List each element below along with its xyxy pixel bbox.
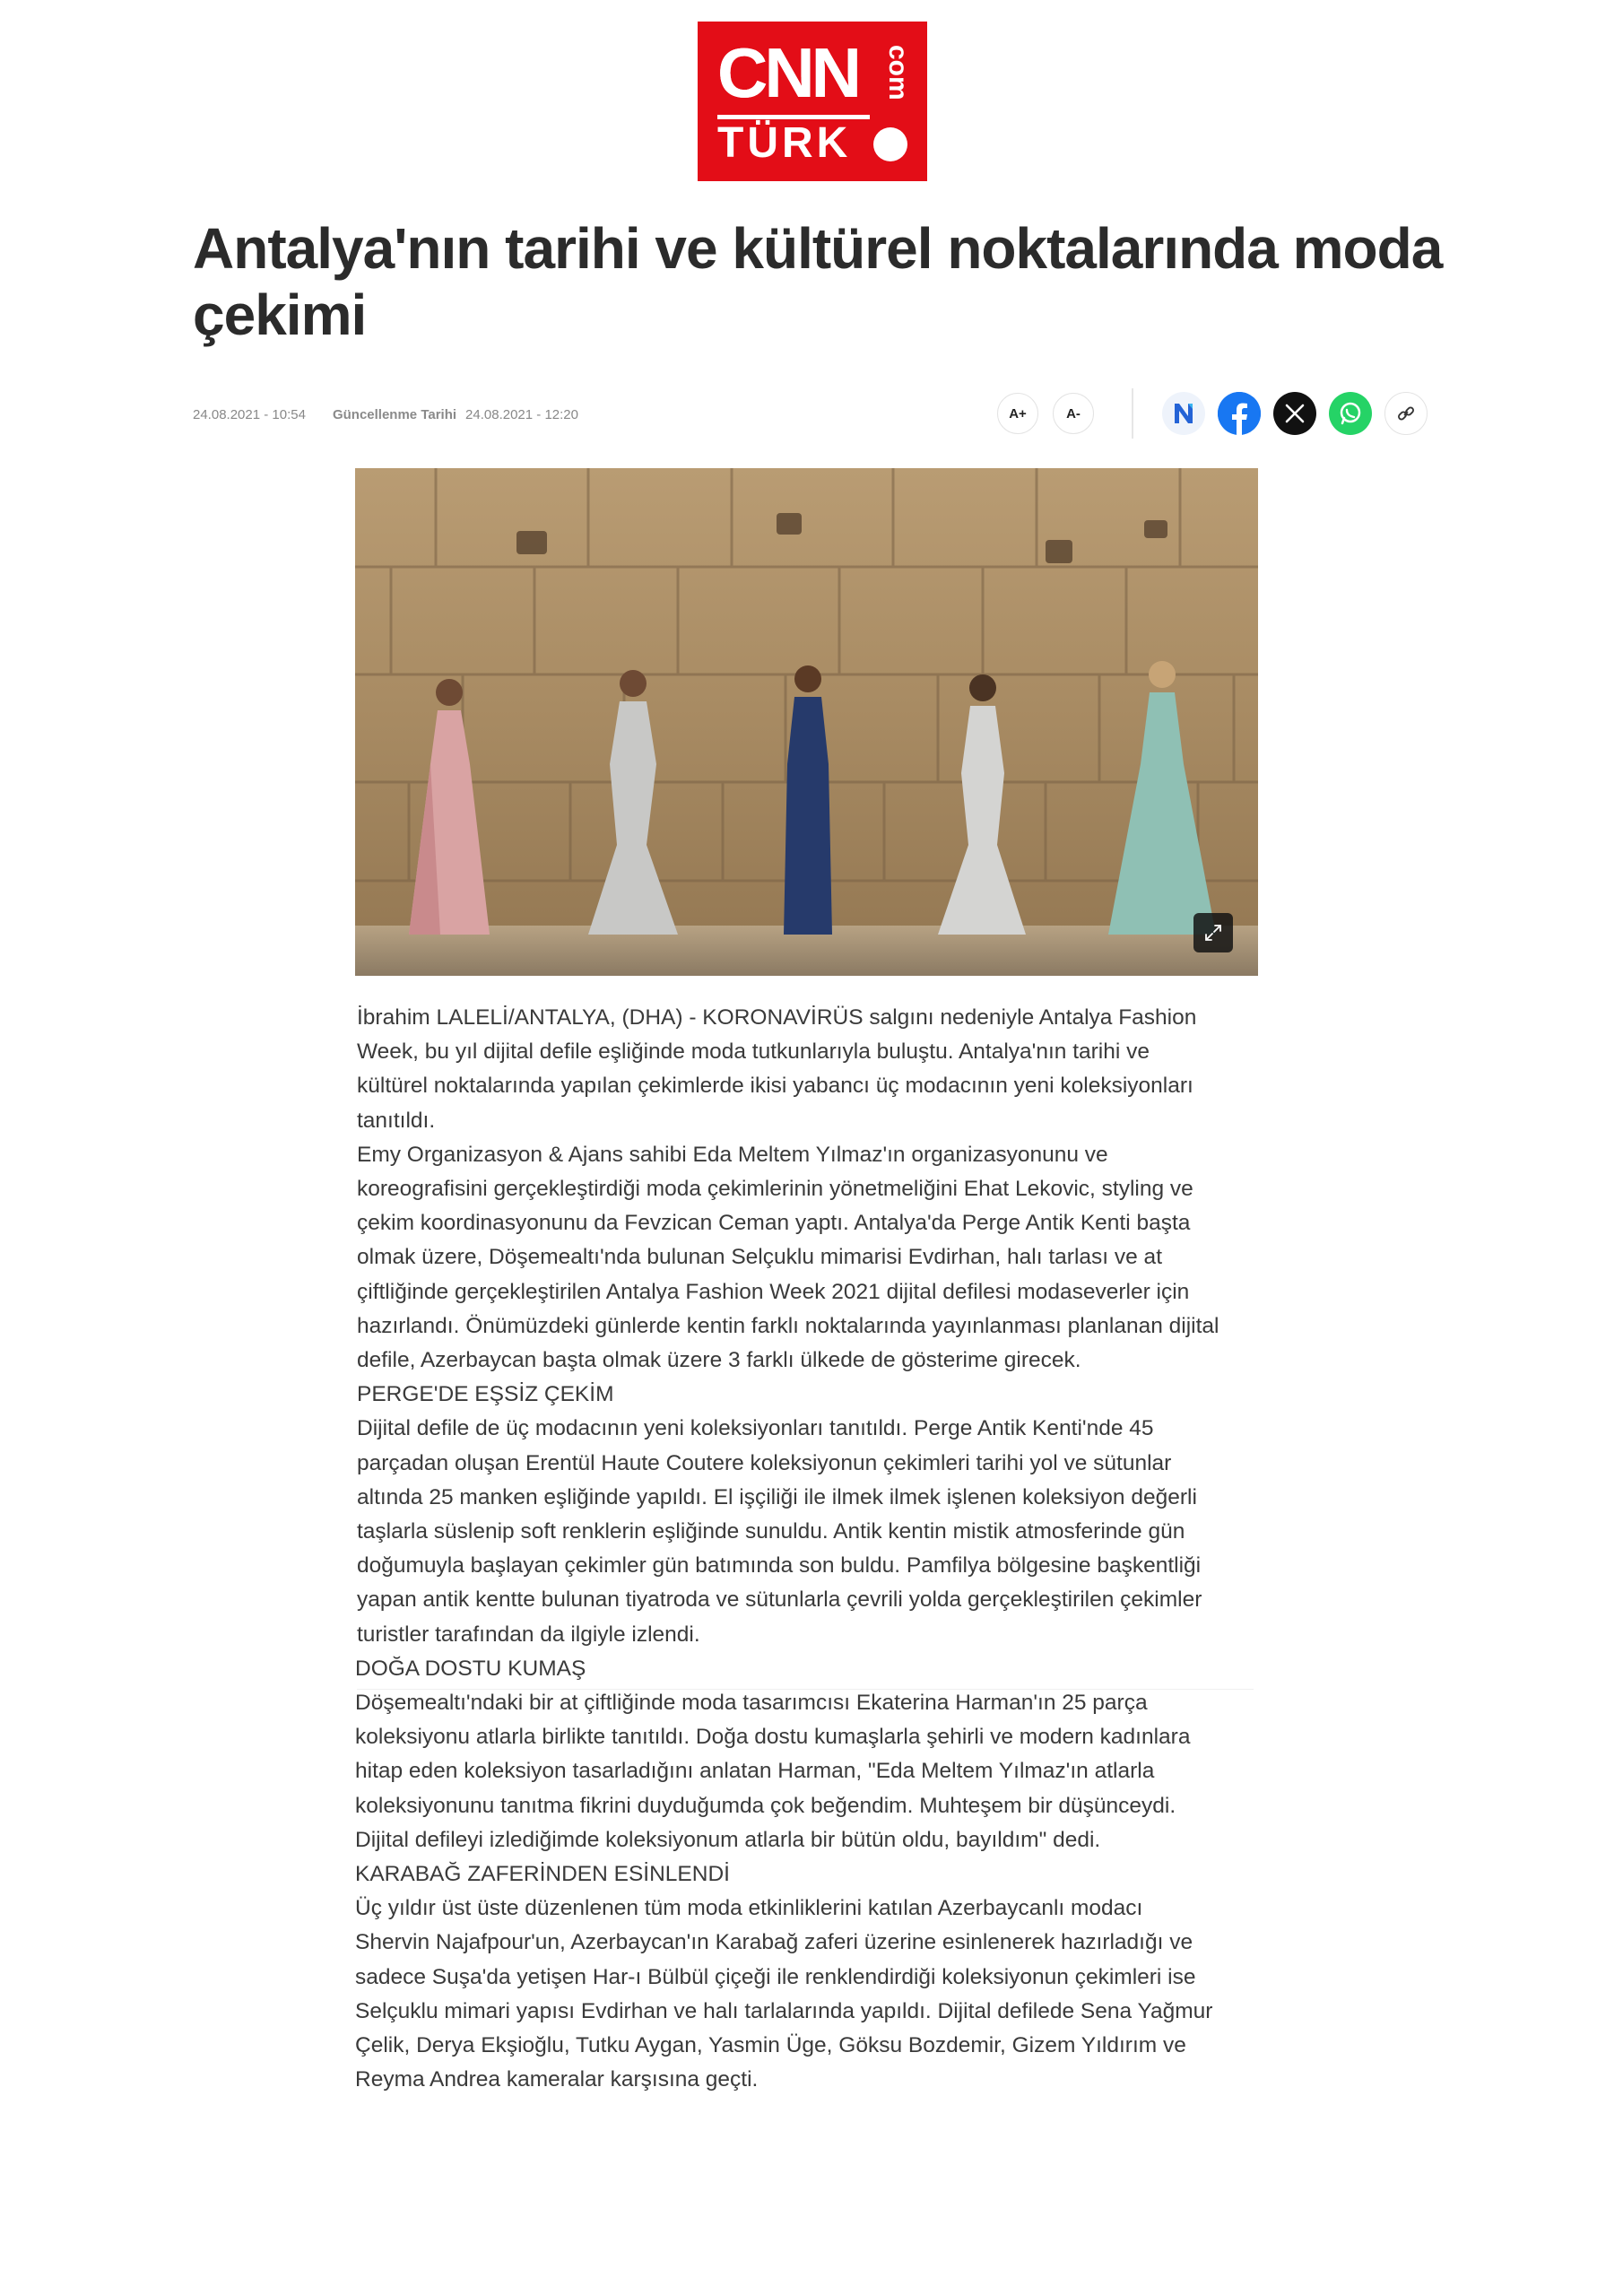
paragraph-organization: Emy Organizasyon & Ajans sahibi Eda Meltem Yılmaz'ın organizasyonunu ve koreografisini gerçekleştirdiği moda çekimlerinin yönetmeliğini Ehat Lekovic, styling ve çekim koordinasyonunu da Fevzican Ceman yaptı. Antalya'da Perge Antik Kenti başta olmak üzere, Döşemealtı'nda bulunan Selçuklu mimarisi Evdirhan, halı tarlası ve at çiftliğinde gerçekleştirilen Antalya Fashion Week 2021 dijital defilesi modaseverler için hazırlandı. Önümüzdeki günlerde kentin farklı noktalarında yayınlanması planlanan dijital defile, Azerbaycan başta olmak üzere 3 farklı ülkede de gösterime girecek. (357, 1142, 1219, 1373)
news-icon[interactable] (1162, 392, 1205, 435)
article-body (357, 1001, 1219, 2098)
cnn-turk-logo[interactable] (698, 22, 927, 181)
article-image[interactable] (355, 468, 1258, 976)
font-decrease-button[interactable]: A- (1053, 393, 1094, 434)
article-title: Antalya'nın tarihi ve kültürel noktalarında moda çekimi (193, 216, 1443, 347)
facebook-icon[interactable] (1218, 392, 1261, 435)
logo-dot (873, 127, 907, 161)
logo-suffix: com (883, 45, 913, 100)
tools-divider (1132, 388, 1133, 439)
updated-label: Güncellenme Tarihi (332, 406, 457, 422)
paragraph-karabag: Üç yıldır üst üste düzenlenen tüm moda etkinliklerini katılan Azerbaycanlı modacı Shervin Najafpour'un, Azerbaycan'ın Karabağ zaferi üzerine esinlenerek hazırladığı ve sadece Suşa'da yetişen Har-ı Bülbül çiçeği ile renklendirdiği koleksiyonun çekimleri ise Selçuklu mimari yapısı Evdirhan ve halı tarlalarında yapıldı. Dijital defilede Sena Yağmur Çelik, Derya Ekşioğlu, Tutku Aygan, Yasmin Üge, Göksu Bozdemir, Gizem Yıldırım ve Reyma Andrea kameralar karşısına geçti. (355, 1896, 1213, 2092)
paragraph-perge: Dijital defile de üç modacının yeni koleksiyonları tanıtıldı. Perge Antik Kenti'nde 45 parçadan oluşan Erentül Haute Coutere koleksiyonun çekimleri tarihi yol ve sütunlar altında 25 manken eşliğinde yapıldı. El işçiliği ile ilmek ilmek işlenen koleksiyon değerli taşlarla süslenip soft renklerin eşliğinde sunuldu. Antik kentin mistik atmosferinde gün doğumuyla başlayan çekimler gün batımında son buldu. Pamfilya bölgesine başkentliği yapan antik kentte bulunan tiyatroda ve sütunlarla çevrili yolda gerçekleştirilen çekimler turistler tarafından da ilgiyle izlendi. (357, 1416, 1202, 1647)
section-heading-karabag: KARABAĞ ZAFERİNDEN ESİNLENDİ (355, 1862, 730, 1887)
section-heading-perge: PERGE'DE EŞSİZ ÇEKİM (357, 1382, 614, 1407)
logo-brand: CNN (717, 33, 858, 112)
paragraph-doga: Döşemealtı'ndaki bir at çiftliğinde moda tasarımcısı Ekaterina Harman'ın 25 parça koleksiyonu atlarla birlikte tanıtıldı. Doğa dostu kumaşlarla şehirli ve modern kadınlara hitap eden koleksiyon tasarladığını anlatan Harman, "Eda Meltem Yılmaz'ın atlarla koleksiyonunu tanıtma fikrini duyduğumda çok beğendim. Muhteşem bir düşünceydi. Dijital defileyi izlediğimde koleksiyonum atlarla bir bütün oldu, bayıldım" dedi. (355, 1691, 1191, 1852)
font-increase-button[interactable]: A+ (997, 393, 1038, 434)
article-meta (193, 404, 578, 425)
whatsapp-icon[interactable] (1329, 392, 1372, 435)
x-icon[interactable] (1273, 392, 1316, 435)
link-icon[interactable] (1384, 392, 1428, 435)
section-heading-doga: DOĞA DOSTU KUMAŞ (355, 1656, 586, 1681)
article-tools (997, 390, 1440, 437)
published-date: 24.08.2021 - 10:54 (193, 406, 306, 422)
divider (357, 1689, 1254, 1690)
logo-country: TÜRK (717, 119, 852, 167)
expand-icon[interactable] (1193, 913, 1233, 952)
paragraph-intro: İbrahim LALELİ/ANTALYA, (DHA) - KORONAVİRÜS salgını nedeniyle Antalya Fashion Week, bu yıl dijital defile eşliğinde moda tutkunlarıyla buluştu. Antalya'nın tarihi ve kültürel noktalarında yapılan çekimlerde ikisi yabancı üç modacının yeni koleksiyonları tanıtıldı. (357, 1005, 1197, 1133)
updated-date: 24.08.2021 - 12:20 (465, 406, 578, 422)
